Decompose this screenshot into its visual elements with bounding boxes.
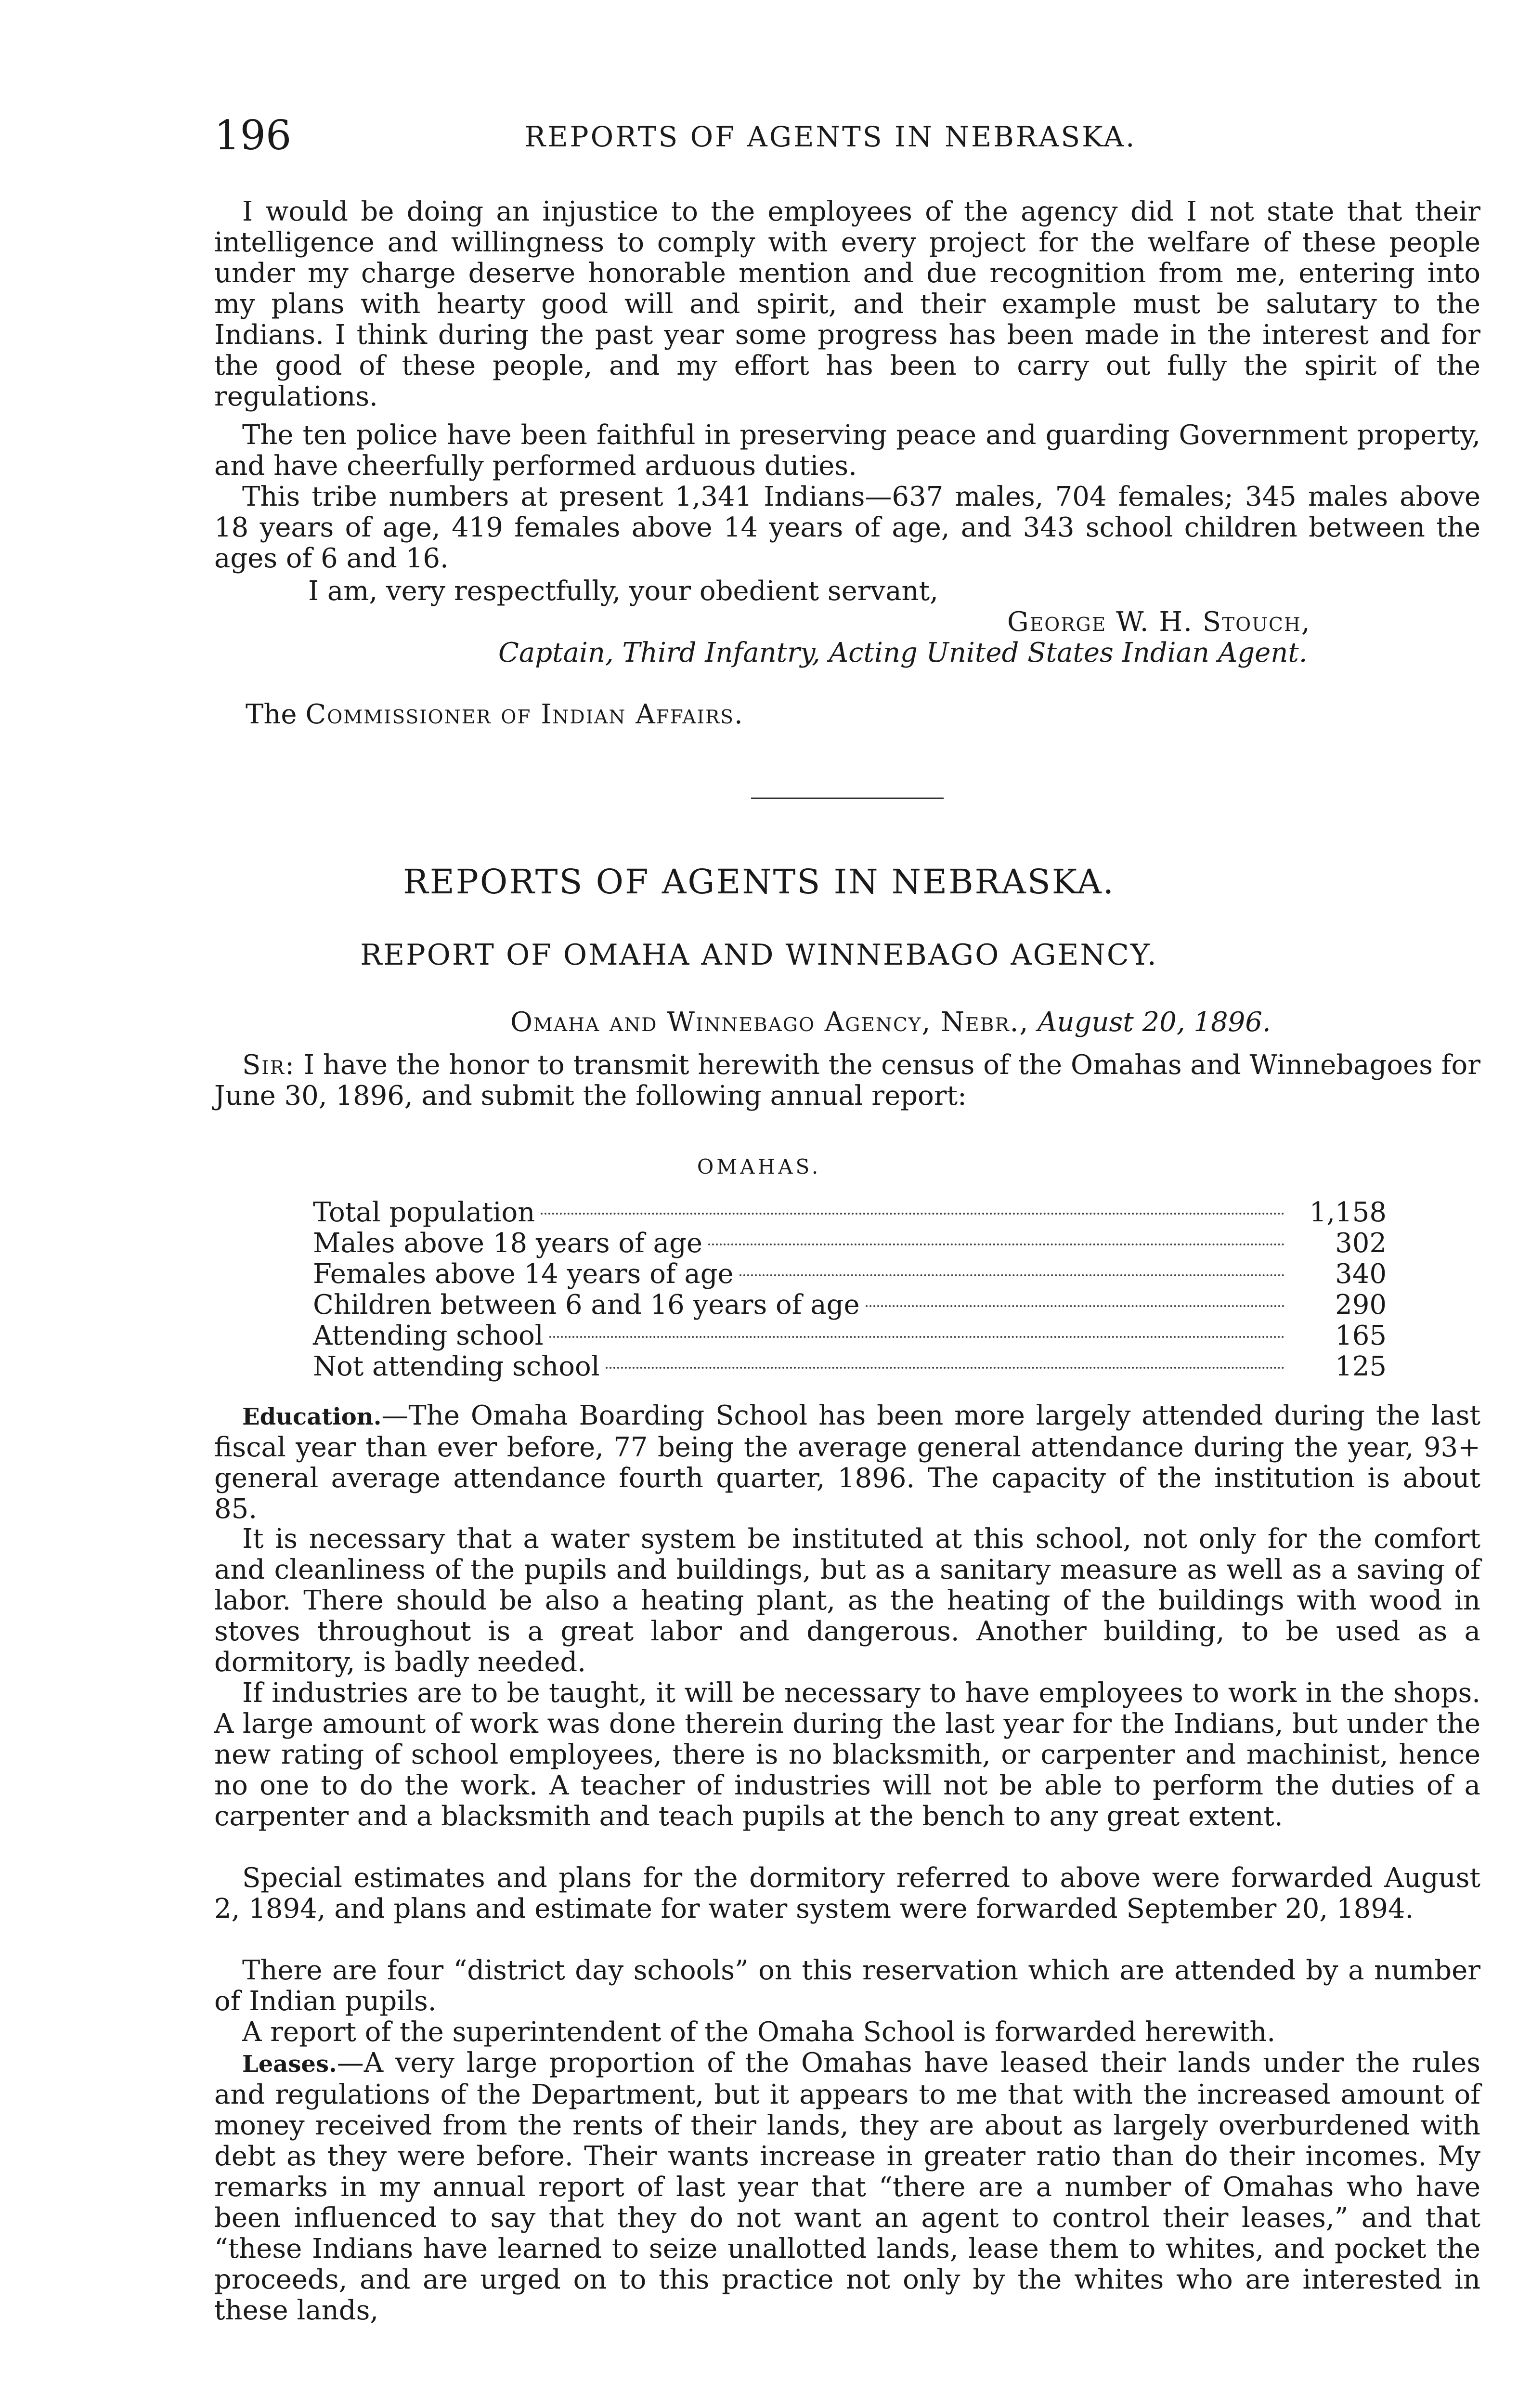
dateline	[510, 1007, 1271, 1038]
census-value: 165	[1335, 1320, 1387, 1351]
dateline-date: August 20, 1896.	[1038, 1007, 1271, 1038]
intro-text: I have the honor to transmit herewith the census of the Omahas and Winnebagoes for June 30, 1896, and submit the following annual report:	[214, 1049, 1480, 1112]
census-label: Attending school	[313, 1320, 544, 1351]
addressee-prefix: The	[246, 699, 297, 730]
census-row	[313, 1197, 1387, 1228]
report-subtitle: REPORT OF OMAHA AND WINNEBAGO AGENCY.	[360, 938, 1158, 972]
section-title: REPORTS OF AGENTS IN NEBRASKA.	[403, 862, 1115, 902]
dateline-place: Omaha and Winnebago Agency, Nebr.,	[510, 1007, 1029, 1038]
census-row	[313, 1228, 1387, 1259]
running-head	[214, 112, 1447, 159]
paragraph-estimates: Special estimates and plans for the dormitory referred to above were forwarded August 2, 1894, and plans and estimate for water system were forwarded September 20, 1894.	[214, 1862, 1480, 1924]
paragraph-water-system: It is necessary that a water system be instituted at this school, not only for the comfort and cleanliness of the pupils and buildings, but as a sanitary measure as well as a saving of labor. There should be also a heating plant, as the heating of the buildings with wood in stoves throughout is a great labor and dangerous. Another building, to be used as a dormitory, is badly needed.	[214, 1523, 1480, 1678]
leader-dots	[708, 1243, 1284, 1245]
section-divider	[751, 798, 944, 799]
salutation: Sir:	[242, 1049, 296, 1081]
leases-text: —A very large proportion of the Omahas have leased their lands under the rules and regulations of the Department, but it appears to me that with the increased amount of money received from the rents of their lands, they are about as largely overburdened with debt as they were before. Their wants increase in greater ratio than do their incomes. My remarks in my annual report of last year that “there are a number of Omahas who have been influenced to say that they do not want an agent to control their leases,” and that “these Indians have learned to seize unallotted lands, lease them to whites, and pocket the proceeds, and are urged on to this practice not only by the whites who are interested in these lands,	[214, 2047, 1480, 2326]
paragraph-industries: If industries are to be taught, it will be necessary to have employees to work in the shops. A large amount of work was done therein during the last year for the Indians, but under the new rating of school employees, there is no blacksmith, or carpenter and machinist, hence no one to do the work. A teacher of industries will not be able to perform the duties of a carpenter and a blacksmith and teach pupils at the bench to any great extent.	[214, 1677, 1480, 1832]
census-value: 302	[1335, 1228, 1387, 1259]
leases-run-in: Leases.	[242, 2051, 337, 2078]
signature-title: Captain, Third Infantry, Acting United States Indian Agent.	[498, 637, 1308, 668]
paragraph-education	[214, 1400, 1480, 1525]
census-row	[313, 1351, 1387, 1382]
census-value: 1,158	[1309, 1197, 1387, 1228]
census-label: Females above 14 years of age	[313, 1258, 734, 1290]
census-label: Males above 18 years of age	[313, 1228, 702, 1259]
leader-dots	[866, 1305, 1284, 1307]
paragraph-superintendent: A report of the superintendent of the Omaha School is forwarded herewith.	[242, 2016, 1276, 2048]
census-heading: OMAHAS.	[697, 1155, 821, 1178]
paragraph-tribe-numbers: This tribe numbers at present 1,341 Indians—637 males, 704 females; 345 males above 18 years of age, 419 females above 14 years of age, and 343 school children between the ages of 6 and 16.	[214, 481, 1480, 574]
closing-line: I am, very respectfully, your obedient servant,	[308, 576, 938, 607]
leader-dots	[606, 1367, 1284, 1369]
education-text: —The Omaha Boarding School has been more largely attended during the last fiscal year than ever before, 77 being the average general attendance during the year, 93+ general average attendance fourth quarter, 1896. The capacity of the institution is about 85.	[214, 1400, 1480, 1525]
addressee: Commissioner of Indian Affairs.	[305, 699, 744, 730]
census-value: 125	[1335, 1351, 1387, 1382]
page-number: 196	[214, 112, 292, 159]
paragraph-leases	[214, 2048, 1480, 2326]
running-title: REPORTS OF AGENTS IN NEBRASKA.	[524, 120, 1137, 153]
education-run-in: Education.	[242, 1403, 382, 1430]
paragraph-day-schools: There are four “district day schools” on this reservation which are attended by a number of Indian pupils.	[214, 1955, 1480, 2017]
census-label: Total population	[313, 1197, 535, 1228]
leader-dots	[740, 1274, 1284, 1276]
addressee-line	[246, 699, 744, 730]
intro-paragraph	[214, 1050, 1480, 1112]
leader-dots	[541, 1213, 1284, 1215]
paragraph-police: The ten police have been faithful in preserving peace and guarding Government property, and have cheerfully performed arduous duties.	[214, 419, 1480, 482]
census-row	[313, 1321, 1387, 1351]
leader-dots	[549, 1336, 1284, 1338]
paragraph-employees: I would be doing an injustice to the employees of the agency did I not state that their intelligence and willingness to comply with every project for the welfare of these people under my charge deserve honorable mention and due recognition from me, entering into my plans with hearty good will and spirit, and their example must be salutary to the Indians. I think during the past year some progress has been made in the interest and for the good of these people, and my effort has been to carry out fully the spirit of the regulations.	[214, 196, 1480, 412]
census-row	[313, 1259, 1387, 1290]
census-value: 290	[1335, 1289, 1387, 1321]
signature-name: George W. H. Stouch,	[1007, 606, 1311, 638]
census-label: Children between 6 and 16 years of age	[313, 1289, 860, 1321]
census-label: Not attending school	[313, 1351, 600, 1382]
census-value: 340	[1335, 1258, 1387, 1290]
census-row	[313, 1290, 1387, 1321]
census-table	[313, 1197, 1387, 1382]
